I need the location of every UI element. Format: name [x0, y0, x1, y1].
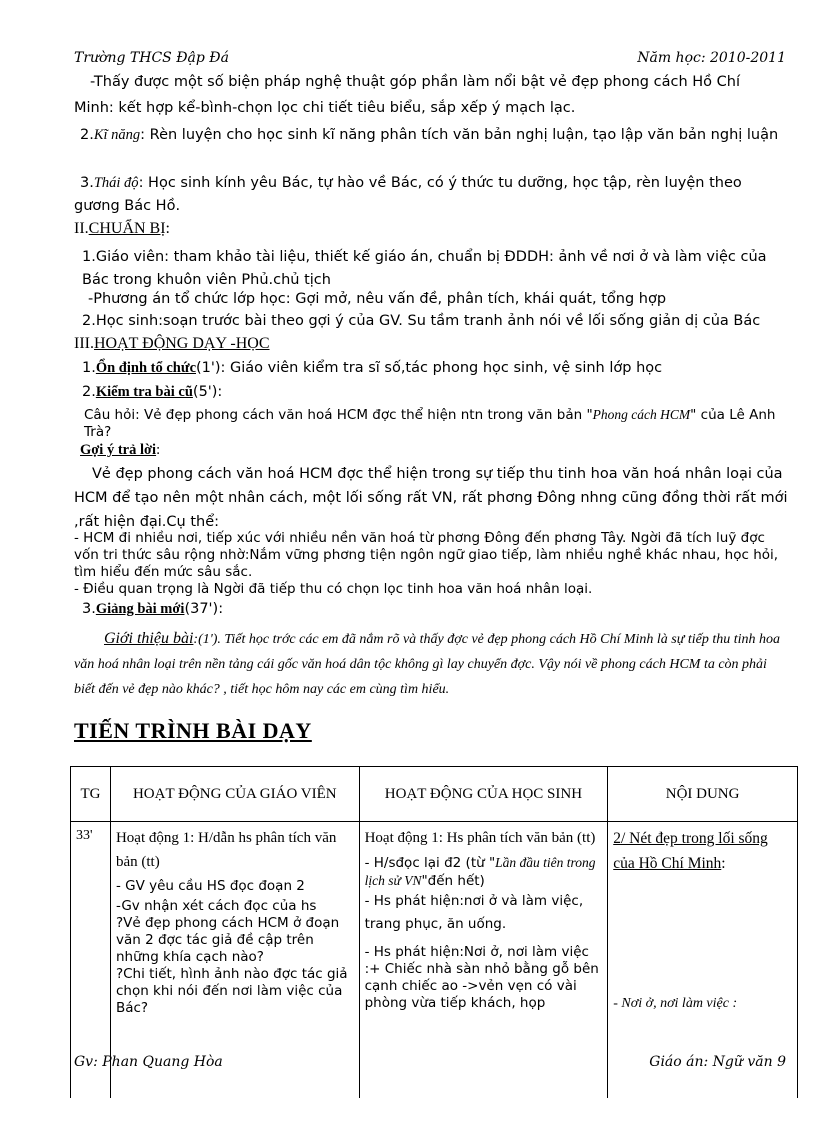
attitude-paragraph: 3.Thái độ: Học sinh kính yêu Bác, tự hào về Bác, có ý thức tu dưỡng, học tập, rèn luyện theo gương Bác Hồ. — [74, 175, 742, 214]
objective-line-1: -Thấy được một số biện pháp nghệ thuật góp phần làm nổi bật vẻ đẹp phong cách Hồ Chí — [90, 74, 740, 90]
teacher-item: ?Chi tiết, hình ảnh nào đợc tác giả chọn khi nói đến nơi làm việc của Bác? — [115, 966, 348, 1016]
intro-label: Giới thiệu bài — [104, 630, 194, 647]
page-footer — [74, 1054, 786, 1070]
time-cell: 33' — [71, 822, 111, 1099]
header-teacher: HOẠT ĐỘNG CỦA GIÁO VIÊN — [110, 767, 359, 822]
old-lesson-question: Câu hỏi: Vẻ đẹp phong cách văn hoá HCM đợc thể hiện ntn trong văn bản "Phong cách HCM" của Lê Anh Trà? — [84, 407, 776, 440]
answer-paragraph-3: - Điều quan trọng là Ngời đã tiếp thu có chọn lọc tinh hoa văn hoá nhân loại. — [74, 581, 593, 597]
teacher-name: Gv: Phan Quang Hòa — [74, 1054, 223, 1070]
header-time: TG — [71, 767, 111, 822]
step-3: 3.Giảng bài mới(37'): — [82, 601, 224, 617]
student-item: - H/sđọc lại đ2 (từ "Lần đầu tiên trong lịch sử VN"đến hết) — [364, 855, 596, 889]
prep-heading: II.CHUẨN BỊ: — [74, 220, 170, 237]
answer-heading: Gợi ý trả lời: — [80, 442, 161, 458]
header-student: HOẠT ĐỘNG CỦA HỌC SINH — [359, 767, 608, 822]
subject-name: Giáo án: Ngữ văn 9 — [649, 1054, 786, 1070]
step-2: 2.Kiểm tra bài cũ(5'): — [82, 384, 223, 400]
table-header-row — [71, 767, 798, 822]
student-item: - Hs phát hiện:Nơi ở, nơi làm việc :+ Chiếc nhà sàn nhỏ bằng gỗ bên cạnh chiếc ao ->vẻn vẹn có vài phòng vừa tiếp khách, họp — [364, 944, 599, 1011]
prep-teacher: 1.Giáo viên: tham khảo tài liệu, thiết kế giáo án, chuẩn bị ĐDDH: ảnh về nơi ở và làm việc của Bác trong khuôn viên Phủ.chủ tịch — [82, 249, 767, 288]
step-2-label: Kiểm tra bài cũ — [95, 384, 193, 400]
section-title: TIẾN TRÌNH BÀI DẠY — [74, 718, 312, 743]
school-year: Năm học: 2010-2011 — [637, 50, 786, 66]
answer-paragraph-1: Vẻ đẹp phong cách văn hoá HCM đợc thể hiện trong sự tiếp thu tinh hoa văn hoá nhân loại của HCM để tạo nên một nhân cách, một lối sống rất VN, rất phơng Đông nhng cũng đồng thời rất mới ,rất hiện đại.Cụ thể: — [74, 466, 788, 530]
page-header — [74, 50, 786, 66]
school-name: Trường THCS Đập Đá — [74, 50, 229, 66]
step-1: 1.Ổn định tổ chức(1'): Giáo viên kiểm tra sĩ số,tác phong học sinh, vệ sinh lớp học — [82, 360, 663, 376]
intro-paragraph: Giới thiệu bài:(1'). Tiết học trớc các em đã nắm rõ và thấy đợc vẻ đẹp phong cách Hồ Chí Minh là sự tiếp thu tinh hoa văn hoá nhân loại trên nền tảng cái gốc văn hoá dân tộc không gì lay chuyển đợc. Vậy nói về phong cách HCM ta còn phải biết đến vẻ đẹp nào khác? , tiết học hôm nay các em cùng tìm hiểu. — [74, 630, 781, 697]
teacher-item: -Gv nhận xét cách đọc của hs — [115, 898, 317, 914]
content-title: 2/ Nét đẹp trong lối sống của Hồ Chí Minh: — [613, 830, 768, 872]
objective-line-2: Minh: kết hợp kể-bình-chọn lọc chi tiết tiêu biểu, sắp xếp ý mạch lạc. — [74, 100, 576, 116]
student-item: - Hs phát hiện:nơi ở và làm việc, trang phục, ăn uống. — [364, 893, 584, 932]
content-subheading: - Nơi ở, nơi làm việc : — [613, 996, 738, 1011]
prep-student: 2.Học sinh:soạn trước bài theo gợi ý của GV. Su tầm tranh ảnh nói về lối sống giản dị của Bác — [82, 313, 761, 329]
student-activity-title: Hoạt động 1: Hs phân tích văn bản (tt) — [364, 830, 596, 846]
teacher-item: ?Vẻ đẹp phong cách HCM ở đoạn văn 2 đợc tác giả đề cập trên những khía cạch nào? — [115, 915, 340, 965]
skill-label: Kĩ năng — [93, 127, 141, 143]
answer-paragraph-2: - HCM đi nhiều nơi, tiếp xúc với nhiều nền văn hoá từ phơng Đông đến phơng Tây. Ngời đã tích luỹ đợc vốn tri thức sâu rộng nhờ:Nắm vững phơng tiện ngôn ngữ giao tiếp, làm nhiều nghề khác nhau, học hỏi, tìm hiểu đến mức sâu sắc. — [74, 530, 779, 580]
activities-heading: III.HOẠT ĐỘNG DẠY -HỌC — [74, 335, 270, 352]
teacher-activity-title: Hoạt động 1: H/dẫn hs phân tích văn bản (tt) — [115, 830, 337, 870]
header-content: NỘI DUNG — [608, 767, 798, 822]
attitude-label: Thái độ — [93, 175, 139, 191]
step-3-label: Giảng bài mới — [95, 601, 185, 617]
step-1-label: Ổn định tổ chức — [95, 360, 196, 376]
skill-paragraph: 2.Kĩ năng: Rèn luyện cho học sinh kĩ năng phân tích văn bản nghị luận, tạo lập văn bản nghị luận — [80, 127, 779, 143]
teacher-item: - GV yêu cầu HS đọc đoạn 2 — [115, 878, 305, 894]
prep-method: -Phương án tổ chức lớp học: Gợi mở, nêu vấn đề, phân tích, khái quát, tổng hợp — [88, 291, 667, 307]
lesson-table — [70, 766, 798, 1098]
